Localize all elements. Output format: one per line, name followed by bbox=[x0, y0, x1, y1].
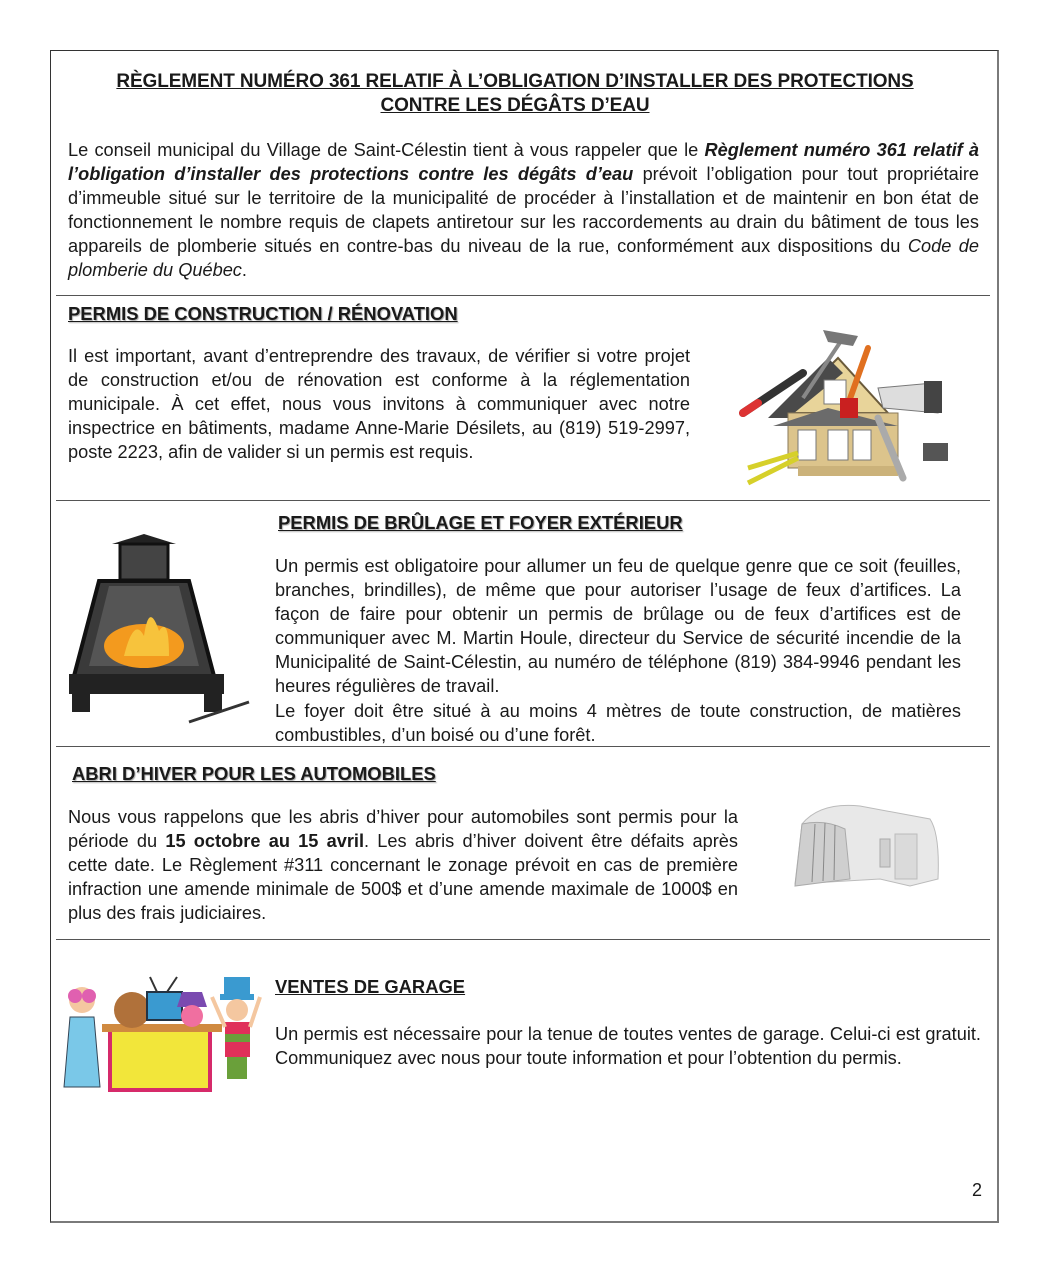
brulage-title: PERMIS DE BRÛLAGE ET FOYER EXTÉRIEUR bbox=[278, 512, 683, 533]
garage-sale-image bbox=[62, 972, 262, 1097]
abri-period: 15 octobre au 15 avril bbox=[165, 831, 365, 852]
reglement-text-code-ref: Code de plomberie du Québec bbox=[68, 236, 979, 281]
brulage-foyer-text: Le foyer doit être situé à au moins 4 mètres de toute construction, de matières combustibles, d’un boisé ou d’une forêt. bbox=[275, 701, 961, 746]
abri-text bbox=[68, 805, 738, 925]
reglement-text-end: . bbox=[241, 260, 247, 281]
abri-title: ABRI D’HIVER POUR LES AUTOMOBILES bbox=[72, 763, 436, 784]
reglement-title bbox=[56, 70, 974, 118]
brulage-text: Un permis est obligatoire pour allumer un feu de quelque genre que ce soit (feuilles, branches, brindilles), de même que pour autoriser l’usage de feux d’artifices. La façon de faire pour obtenir un permis de brûlage ou de feux d’artifices est de communiquer avec M. Martin Houle, directeur du Service de sécurité incendie de la Municipalité de Saint-Célestin, au numéro de téléphone (819) 384-9946 pendant les heures régulières de travail. bbox=[275, 556, 961, 697]
reglement-title-line2: CONTRE LES DÉGÂTS D’EAU bbox=[380, 95, 650, 116]
winter-car-shelter-image bbox=[790, 794, 950, 894]
construction-text: Il est important, avant d’entreprendre des travaux, de vérifier si votre projet de construction et/ou de rénovation est conforme à la réglementation municipale. À cet effet, nous vous invitons à communiquer avec notre inspectrice en bâtiments, madame Anne-Marie Désilets, au (819) 519-2997, poste 2223, afin de valider si un permis est requis. bbox=[68, 346, 690, 463]
garage-text: Un permis est nécessaire pour la tenue de toutes ventes de garage. Celui-ci est gratuit. Communiquez avec nous pour toute information et pour l’obtention du permis. bbox=[275, 1024, 981, 1069]
construction-title: PERMIS DE CONSTRUCTION / RÉNOVATION bbox=[68, 303, 458, 324]
page-number: 2 bbox=[972, 1180, 983, 1200]
section-divider bbox=[56, 939, 990, 940]
reglement-text-body: prévoit l’obligation pour tout propriétaire d’immeuble situé sur le territoire de la municipalité de procéder à l’installation et de maintenir en bon état de fonctionnement le nombre requis de clapets antiretour sur les raccordements au drain du bâtiment de tous les appareils de plomberie situés en contre-bas du niveau de la rue, conformément aux dispositions du bbox=[68, 164, 979, 257]
section-divider bbox=[56, 295, 990, 296]
reglement-title-line1: RÈGLEMENT NUMÉRO 361 RELATIF À L’OBLIGATION D’INSTALLER DES PROTECTIONS bbox=[116, 71, 914, 92]
garage-title: VENTES DE GARAGE bbox=[275, 976, 466, 997]
abri-text-rest: . Les abris d’hiver doivent être défaits après cette date. Le Règlement #311 concernant le zonage prévoit en cas de première infraction une amende minimale de 500$ et d’une amende maximale de 1000$ en plus des frais judiciaires. bbox=[68, 831, 738, 924]
section-divider bbox=[56, 746, 990, 747]
abri-text-intro: Nous vous rappelons que les abris d’hiver pour automobiles sont permis pour la période du bbox=[68, 807, 738, 852]
house-tools-image bbox=[728, 318, 953, 488]
outdoor-fireplace-image bbox=[64, 516, 254, 728]
section-divider bbox=[56, 500, 990, 501]
reglement-text-title-ref: Règlement numéro 361 relatif à l’obligation d’installer des protections contre les dégâts d’eau bbox=[68, 140, 980, 185]
reglement-text bbox=[68, 138, 979, 283]
reglement-text-intro: Le conseil municipal du Village de Saint-Célestin tient à vous rappeler que le bbox=[68, 140, 705, 160]
